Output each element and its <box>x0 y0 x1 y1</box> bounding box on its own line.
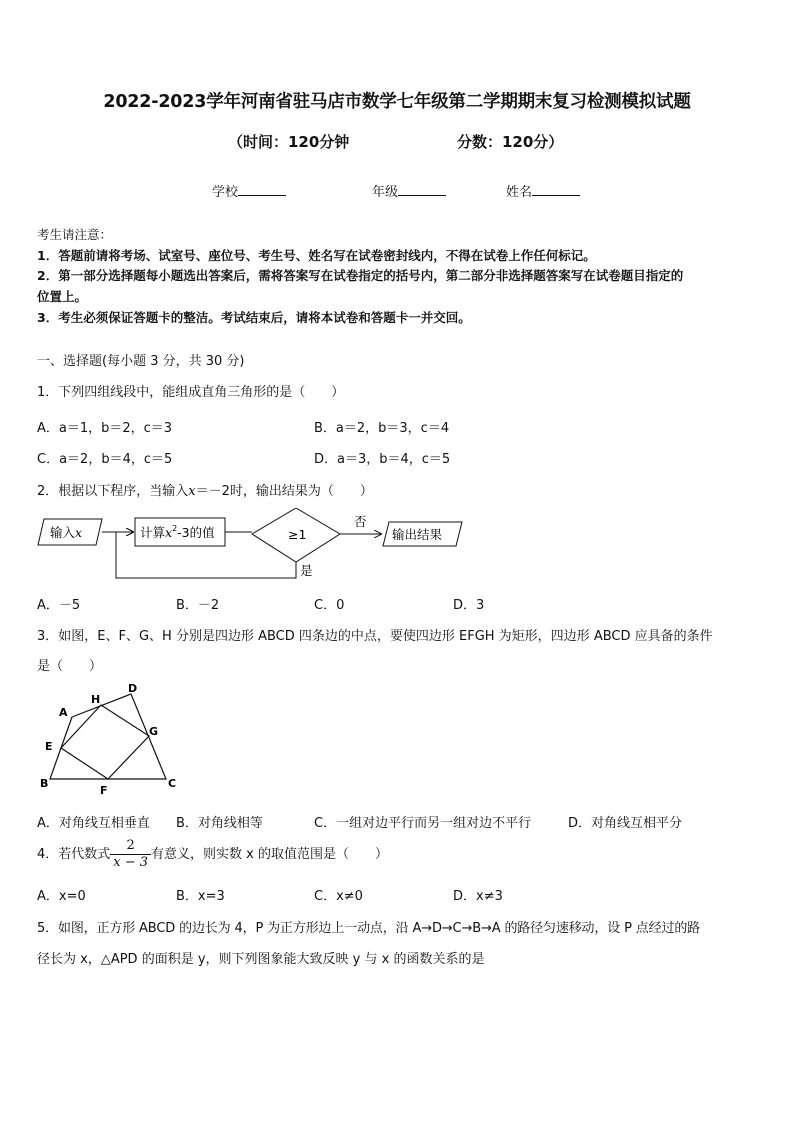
q3-option-b: B．对角线相等 <box>176 816 263 831</box>
notes-heading: 考生请注意： <box>37 227 113 242</box>
q1-option-b: B．a＝2，b＝3，c＝4 <box>314 421 450 436</box>
label-a: A <box>59 706 68 719</box>
label-h: H <box>91 693 101 706</box>
label-e: E <box>45 740 53 753</box>
school-label: 学校 <box>212 185 239 200</box>
flow-output-label: 输出结果 <box>392 527 443 542</box>
q4-stem-b: 有意义，则实数 x 的取值范围是（ ） <box>151 847 389 862</box>
section-heading: 一、选择题(每小题 3 分，共 30 分) <box>37 354 245 369</box>
q4-option-a: A．x=0 <box>37 889 86 904</box>
exam-score: 分数：120分） <box>457 133 564 151</box>
label-c: C <box>168 777 177 790</box>
exam-title: 2022-2023学年河南省驻马店市数学七年级第二学期期末复习检测模拟试题 <box>103 92 691 112</box>
label-g: G <box>149 725 159 738</box>
note-2b: 位置上。 <box>37 289 88 304</box>
exam-time: （时间：120分钟 <box>228 133 350 151</box>
q2-stem-x: x <box>188 484 196 499</box>
label-f: F <box>100 784 108 797</box>
flow-condition-label: ≥1 <box>288 527 307 542</box>
note-1: 1．答题前请将考场、试室号、座位号、考生号、姓名写在试卷密封线内，不得在试卷上作任何标记。 <box>37 248 596 263</box>
q1-option-a: A．a＝1，b＝2，c＝3 <box>37 421 173 436</box>
flow-yes-label: 是 <box>300 563 313 578</box>
grade-blank <box>398 183 446 196</box>
name-field <box>506 181 580 200</box>
q4-option-b: B．x=3 <box>176 889 225 904</box>
label-d: D <box>128 682 138 695</box>
note-3: 3．考生必须保证答题卡的整洁。考试结束后，请将本试卷和答题卡一并交回。 <box>37 310 471 325</box>
q1-stem: 1．下列四组线段中，能组成直角三角形的是（ ） <box>37 385 345 400</box>
q2-option-d: D．3 <box>453 598 485 613</box>
note-2a: 2．第一部分选择题每小题选出答案后，需将答案写在试卷指定的括号内，第二部分非选择题答案写在试卷题目指定的 <box>37 268 684 283</box>
q1-option-d: D．a＝3，b＝4，c＝5 <box>314 452 451 467</box>
school-blank <box>238 183 286 196</box>
flow-no-label: 否 <box>354 514 367 529</box>
flow-compute-label: 计算$x^2-3$的值 <box>140 524 215 540</box>
q5-stem-line1: 5．如图，正方形 ABCD 的边长为 4，P 为正方形边上一动点，沿 A→D→C→B→A 的路径匀速移动，设 P 点经过的路 <box>37 921 701 936</box>
q4-stem <box>37 838 388 871</box>
flow-input-label: 输入x <box>50 525 83 540</box>
q2-flowchart <box>36 508 476 584</box>
q2-stem-b: ＝－2时，输出结果为（ ） <box>195 484 373 499</box>
label-b: B <box>40 777 49 790</box>
q3-stem-line1: 3．如图，E、F、G、H 分别是四边形 ABCD 四条边的中点，要使四边形 EFGH 为矩形，四边形 ABCD 应具备的条件 <box>37 629 713 644</box>
q2-option-c: C．0 <box>314 598 345 613</box>
q2-stem-a: 2．根据以下程序，当输入 <box>37 484 189 499</box>
name-blank <box>532 183 580 196</box>
q1-option-c: C．a＝2，b＝4，c＝5 <box>37 452 173 467</box>
grade-field <box>372 181 446 200</box>
q3-option-d: D．对角线互相平分 <box>568 816 683 831</box>
q3-option-c: C．一组对边平行而另一组对边不平行 <box>314 816 532 831</box>
q2-stem <box>37 480 373 499</box>
name-label: 姓名 <box>506 185 533 200</box>
q4-fraction-denominator: x − 3 <box>113 855 149 870</box>
grade-label: 年级 <box>372 185 399 200</box>
q4-fraction-numerator: 2 <box>110 838 151 855</box>
q4-option-d: D．x≠3 <box>453 889 503 904</box>
q3-quadrilateral-figure <box>34 680 184 800</box>
q3-option-a: A．对角线互相垂直 <box>37 816 150 831</box>
q2-option-a: A．－5 <box>37 598 81 613</box>
q2-option-b: B．－2 <box>176 598 220 613</box>
q4-fraction <box>110 838 151 871</box>
school-field <box>212 181 286 200</box>
q4-option-c: C．x≠0 <box>314 889 363 904</box>
q3-stem-line2: 是（ ） <box>37 659 103 674</box>
q4-stem-a: 4．若代数式 <box>37 847 111 862</box>
q5-stem-line2: 径长为 x，△APD 的面积是 y，则下列图象能大致反映 y 与 x 的函数关系的是 <box>37 952 485 967</box>
